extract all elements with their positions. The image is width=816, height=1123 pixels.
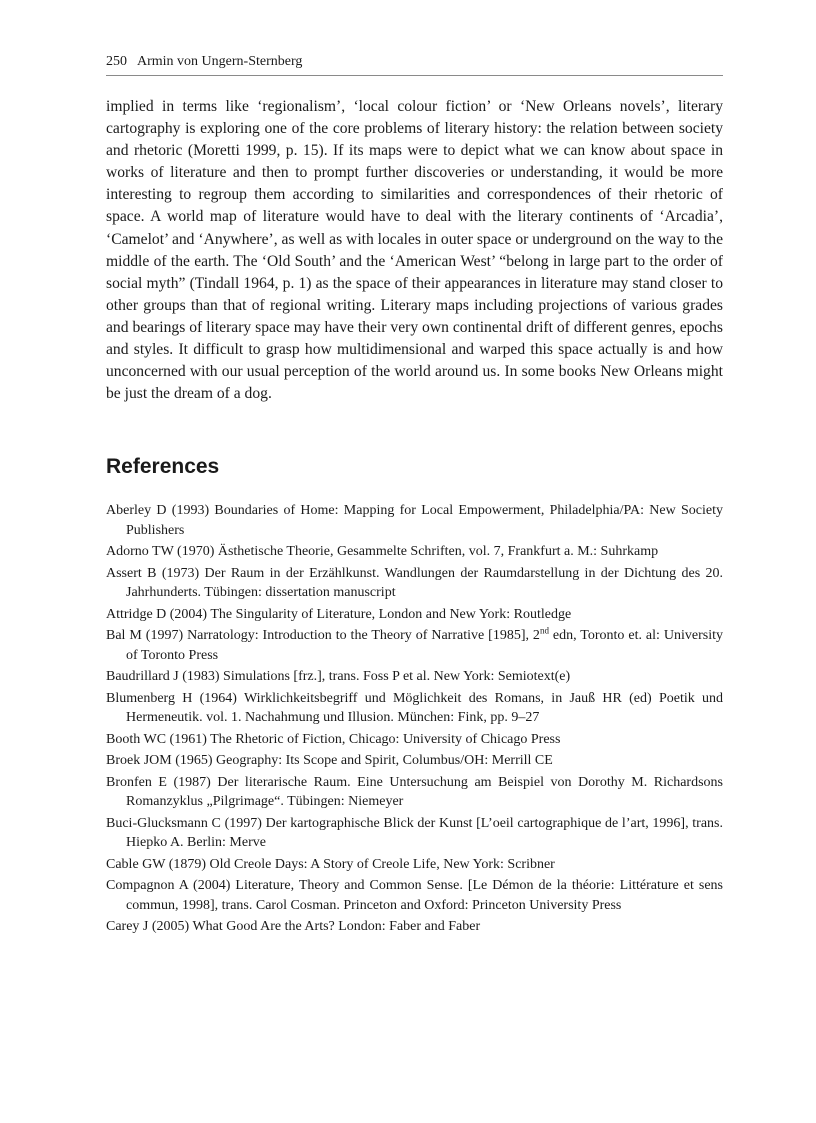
reference-item: Assert B (1973) Der Raum in der Erzählkunst. Wandlungen der Raumdarstellung in der Dichtung des 20. Jahrhunderts. Tübingen: dissertation manuscript <box>106 565 723 601</box>
references-list <box>106 501 723 937</box>
reference-item: Bronfen E (1987) Der literarische Raum. Eine Untersuchung am Beispiel von Dorothy M. Richardsons Romanzyklus „Pilgrimage“. Tübingen: Niemeyer <box>106 774 723 810</box>
reference-item: Blumenberg H (1964) Wirklichkeitsbegriff und Möglichkeit des Romans, in Jauß HR (ed) Poetik und Hermeneutik. vol. 1. Nachahmung und Illusion. München: Fink, pp. 9–27 <box>106 690 723 726</box>
reference-item: Baudrillard J (1983) Simulations [frz.], trans. Foss P et al. New York: Semiotext(e) <box>106 669 571 685</box>
reference-item: Booth WC (1961) The Rhetoric of Fiction, Chicago: University of Chicago Press <box>106 731 561 747</box>
reference-item: Compagnon A (2004) Literature, Theory and Common Sense. [Le Démon de la théorie: Littérature et sens commun, 1998], trans. Carol Cosman. Princeton and Oxford: Princeton University Press <box>106 878 723 913</box>
reference-item: Aberley D (1993) Boundaries of Home: Mapping for Local Empowerment, Philadelphia/PA: New Society Publishers <box>106 503 723 538</box>
edition-superscript: nd <box>539 625 549 636</box>
body-paragraph: implied in terms like ‘regionalism’, ‘local colour fiction’ or ‘New Orleans novels’, literary cartography is exploring one of the core problems of literary history: the relation between society and rhetoric (Moretti 1999, p. 15). If its maps were to depict what we can know about space in works of literature and then to prompt further discoveries or understanding, it would be more interesting to regroup them according to similarities and correspondences of their rhetoric of space. A world map of literature would have to deal with the literary continents of ‘Arcadia’, ‘Camelot’ and ‘Anywhere’, as well as with locales in outer space or underground on the way to the middle of the earth. The ‘Old South’ and the ‘American West’ “belong in large part to the order of social myth” (Tindall 1964, p. 1) as the space of their appearances in literature may stand closer to other groups than that of regional writing. Literary maps including projections of various grades and bearings of literary space may have their very own continental drift of different genres, epochs and styles. It difficult to grasp how multidimensional and warped this space actually is and how unconcerned with our usual perception of the world around us. In some books New Orleans might be just the dream of a dog. <box>106 98 723 403</box>
reference-item: Cable GW (1879) Old Creole Days: A Story of Creole Life, New York: Scribner <box>106 856 555 872</box>
reference-item: Buci-Glucksmann C (1997) Der kartographische Blick der Kunst [L’oeil cartographique de l’art, 1996], trans. Hiepko A. Berlin: Merve <box>106 815 723 851</box>
reference-item: Adorno TW (1970) Ästhetische Theorie, Gesammelte Schriften, vol. 7, Frankfurt a. M.: Suhrkamp <box>106 544 659 560</box>
references-heading: References <box>106 455 220 479</box>
reference-item: Carey J (2005) What Good Are the Arts? London: Faber and Faber <box>106 919 481 935</box>
page-number: 250 <box>106 54 127 69</box>
book-page <box>106 52 723 939</box>
reference-item: Attridge D (2004) The Singularity of Literature, London and New York: Routledge <box>106 606 572 622</box>
reference-text: Bal M (1997) Narratology: Introduction to the Theory of Narrative [1985], 2 <box>106 628 540 644</box>
reference-text-tail: edn, Toronto et. al: University of Toronto Press <box>126 628 723 663</box>
running-header <box>106 52 723 76</box>
body-text <box>106 96 723 405</box>
reference-item: Broek JOM (1965) Geography: Its Scope and Spirit, Columbus/OH: Merrill CE <box>106 753 553 769</box>
running-header-author: Armin von Ungern-Sternberg <box>137 54 303 69</box>
reference-item-bal <box>106 626 723 665</box>
